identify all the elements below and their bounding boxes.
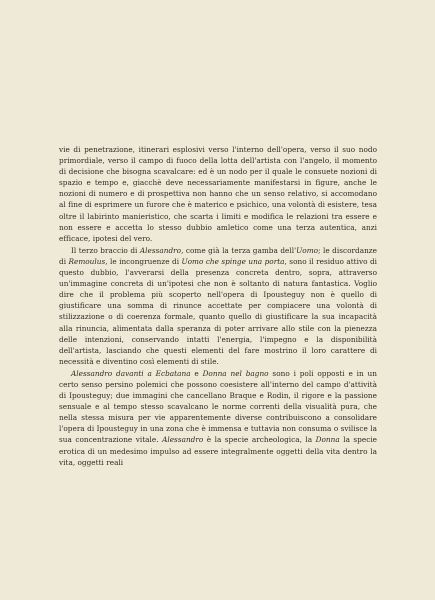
paragraph-3	[59, 368, 377, 468]
text-segment: , sono il residuo attivo di questo dubbio, l'avverarsi della presenza concreta dentro, sopra, attraverso un'immagine concreta di un'ipotesi che non è soltanto di natura fantastica. Voglio dire che il problema più scoperto nell'opera di Ipousteguy non è quello di giustificare una somma di rinunce accettate per compiacere una volontà di stilizzazione o di coerenza formale, quanto quello di giustificare la sua incapacità alla rinuncia, alimentata dalla speranza di poter arrivare allo stile con la pienezza delle intenzioni, conservando intatti l'energia, l'impegno e la disponibilità dell'artista, lasciando che questi elementi del fare mostrino il loro carattere di necessità e diventino così elementi di stile.	[59, 256, 377, 366]
text-segment: , le incongruenze di	[105, 256, 182, 266]
text-segment: e	[190, 368, 203, 378]
artwork-title: Alessandro	[162, 435, 204, 445]
text-segment: Il terzo braccio di	[71, 245, 140, 255]
text-segment: sono i poli opposti e in un certo senso persino polemici che possono coesistere all'interno del campo d'attività di Ipousteguy; due immagini che cancellano Braque e Rodin, il rigore e la passione sensuale e al tempo stesso scavalcano le norme correnti della visualità pura, che nella stessa misura per vie apparentemente diverse contribuiscono a consolidare l'opera di Ipousteguy in una zona che è immensa e tuttavia non consuma o svilisce la sua concentrazione vitale.	[59, 368, 377, 445]
body-text	[59, 144, 377, 468]
artwork-title: Remoulus	[68, 256, 106, 266]
artwork-title: Uomo che spinge una porta	[181, 256, 285, 266]
text-segment: vie di penetrazione, itinerari esplosivi verso l'interno dell'opera, verso il suo nodo primordiale, verso il campo di fuoco della lotta dell'artista con l'angelo, il momento di decisione che bisogna scavalcare: ed è un nodo per il quale le consuete nozioni di spazio e tempo e, giacchè deve necessariamente manifestarsi in figure, anche le nozioni di numero e di prospettiva non hanno che un senso relativo, si accomodano al fine di esprimere un furore che è materico e psichico, una volontà di esistere, tesa oltre il labirinto manieristico, che scarta i limiti e modifica le relazioni tra essere e non essere e accetta lo stesso dubbio amletico come una terza autentica, anzi efficace, ipotesi del vero.	[59, 145, 377, 243]
paragraph-2	[59, 245, 377, 367]
text-segment: ; le discordanze di	[59, 245, 378, 266]
artwork-title: Alessandro	[139, 245, 182, 255]
artwork-title: Donna	[315, 435, 340, 445]
paragraph-1	[59, 144, 377, 244]
artwork-title: Uomo	[296, 245, 319, 255]
artwork-title: Donna nel bagno	[202, 368, 269, 378]
text-segment: la specie erotica di un medesimo impulso ad essere integralmente oggetti della vita dentro la vita, oggetti reali	[59, 435, 378, 467]
text-segment: è la specie archeologica, la	[203, 435, 316, 445]
artwork-title: Alessandro davanti a Ecbatana	[71, 368, 191, 378]
text-segment: , come già la terza gamba dell'	[181, 245, 297, 255]
